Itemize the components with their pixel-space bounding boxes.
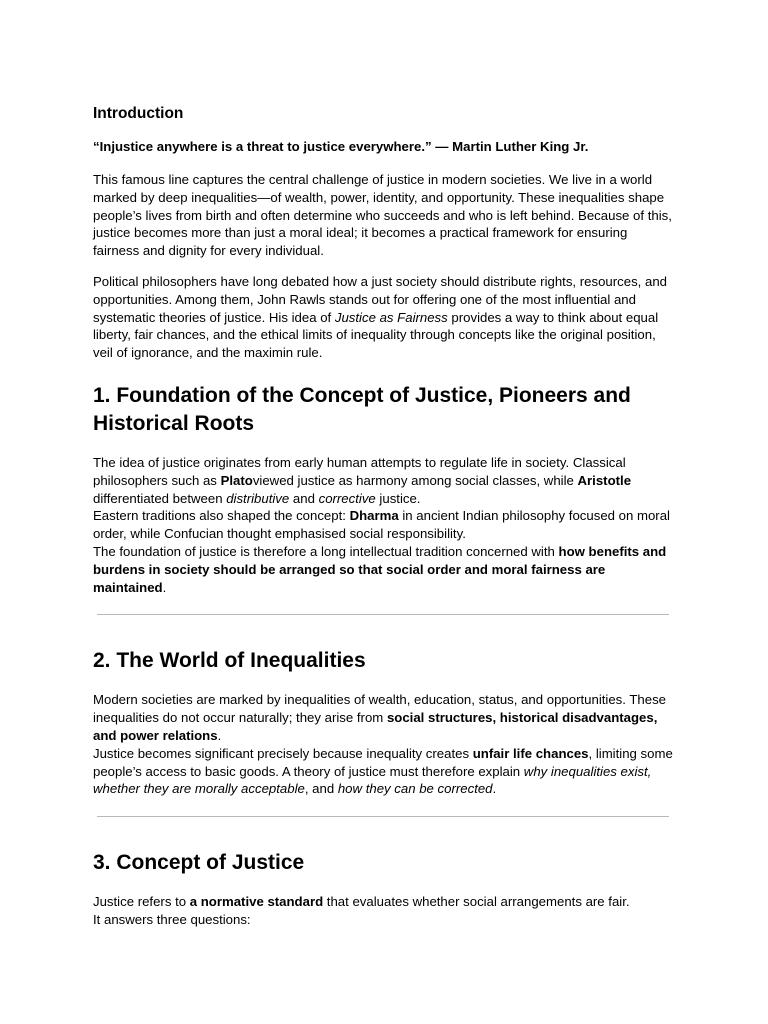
s1-text-7: in ancient Indian philosophy focused on moral order, while Confucian thought emphasised social responsibility. bbox=[93, 508, 670, 542]
justice-as-fairness-italic: Justice as Fairness bbox=[334, 309, 448, 325]
s1-text-8: The foundation of justice is therefore a long intellectual tradition concerned with bbox=[93, 543, 559, 559]
s2-text-5: , and bbox=[304, 781, 338, 797]
s1-text-1: The idea of justice originates from early human attempts to regulate life in society. Classical philosophers such as bbox=[93, 454, 626, 488]
s2-text-2: . bbox=[217, 727, 222, 743]
document-page bbox=[93, 104, 675, 942]
dharma-bold: Dharma bbox=[349, 508, 399, 524]
s2-text-1: Modern societies are marked by inequalities of wealth, education, status, and opportunities. These inequalities do not occur naturally; they arise from bbox=[93, 692, 667, 726]
intro-p2-text-a: Political philosophers have long debated how a just society should distribute rights, resources, and opportunities. Among them, John Rawls stands out for offering one of the most influential and systematic theories of justice. His idea of bbox=[93, 273, 667, 325]
s2-text-4: , limiting some people’s access to basic goods. A theory of justice must therefore explain bbox=[93, 745, 673, 779]
s1-text-9: . bbox=[162, 579, 167, 595]
section-1-heading: 1. Foundation of the Concept of Justice, Pioneers and Historical Roots bbox=[93, 383, 631, 435]
s3-bold-normative: a normative standard bbox=[189, 894, 324, 910]
s2-bold-structures: social structures, historical disadvantages, and power relations bbox=[93, 710, 658, 743]
section-1-paragraph bbox=[93, 454, 675, 596]
corrective-italic: corrective bbox=[318, 490, 376, 506]
s2-text-6: . bbox=[492, 781, 497, 797]
s1-text-6: Eastern traditions also shaped the concept: bbox=[93, 508, 350, 524]
s1-bold-conclusion: how benefits and burdens in society should be arranged so that social order and moral fairness are maintained bbox=[93, 543, 667, 595]
plato-bold: Plato bbox=[220, 472, 253, 488]
s1-text-3: differentiated between bbox=[93, 490, 227, 506]
s3-text-1: Justice refers to bbox=[93, 894, 190, 910]
s2-text-3: Justice becomes significant precisely because inequality creates bbox=[93, 745, 473, 761]
distributive-italic: distributive bbox=[226, 490, 290, 506]
mlk-quote: “Injustice anywhere is a threat to justice everywhere.” — Martin Luther King Jr. bbox=[93, 139, 589, 154]
s2-italic-how: how they can be corrected bbox=[337, 781, 493, 797]
section-divider-1 bbox=[97, 614, 669, 615]
intro-paragraph-2 bbox=[93, 273, 675, 362]
intro-p2-text-b: provides a way to think about equal liberty, fair chances, and the ethical limits of inequality through concepts like the original position, veil of ignorance, and the maximin rule. bbox=[93, 309, 659, 361]
intro-heading: Introduction bbox=[93, 105, 184, 122]
section-2-heading: 2. The World of Inequalities bbox=[93, 649, 366, 673]
s2-bold-life-chances: unfair life chances bbox=[472, 745, 589, 761]
s1-text-5: justice. bbox=[375, 490, 421, 506]
section-3-heading: 3. Concept of Justice bbox=[93, 851, 305, 875]
s3-text-2: that evaluates whether social arrangements are fair. bbox=[323, 894, 630, 910]
section-3-paragraph bbox=[93, 893, 675, 929]
section-2-paragraph bbox=[93, 691, 675, 798]
s1-text-4: and bbox=[289, 490, 319, 506]
section-divider-2 bbox=[97, 816, 669, 817]
intro-paragraph-1: This famous line captures the central challenge of justice in modern societies. We live in a world marked by deep inequalities—of wealth, power, identity, and opportunity. These inequalities shape people’s lives from birth and often determine who succeeds and who is left behind. Because of this, justice becomes more than just a moral ideal; it becomes a practical framework for ensuring fairness and dignity for every individual. bbox=[93, 172, 672, 259]
s1-text-2: viewed justice as harmony among social classes, while bbox=[252, 472, 578, 488]
s2-italic-why: why inequalities exist, whether they are morally acceptable bbox=[93, 763, 652, 797]
s3-text-3: It answers three questions: bbox=[93, 911, 251, 927]
aristotle-bold: Aristotle bbox=[577, 472, 632, 488]
